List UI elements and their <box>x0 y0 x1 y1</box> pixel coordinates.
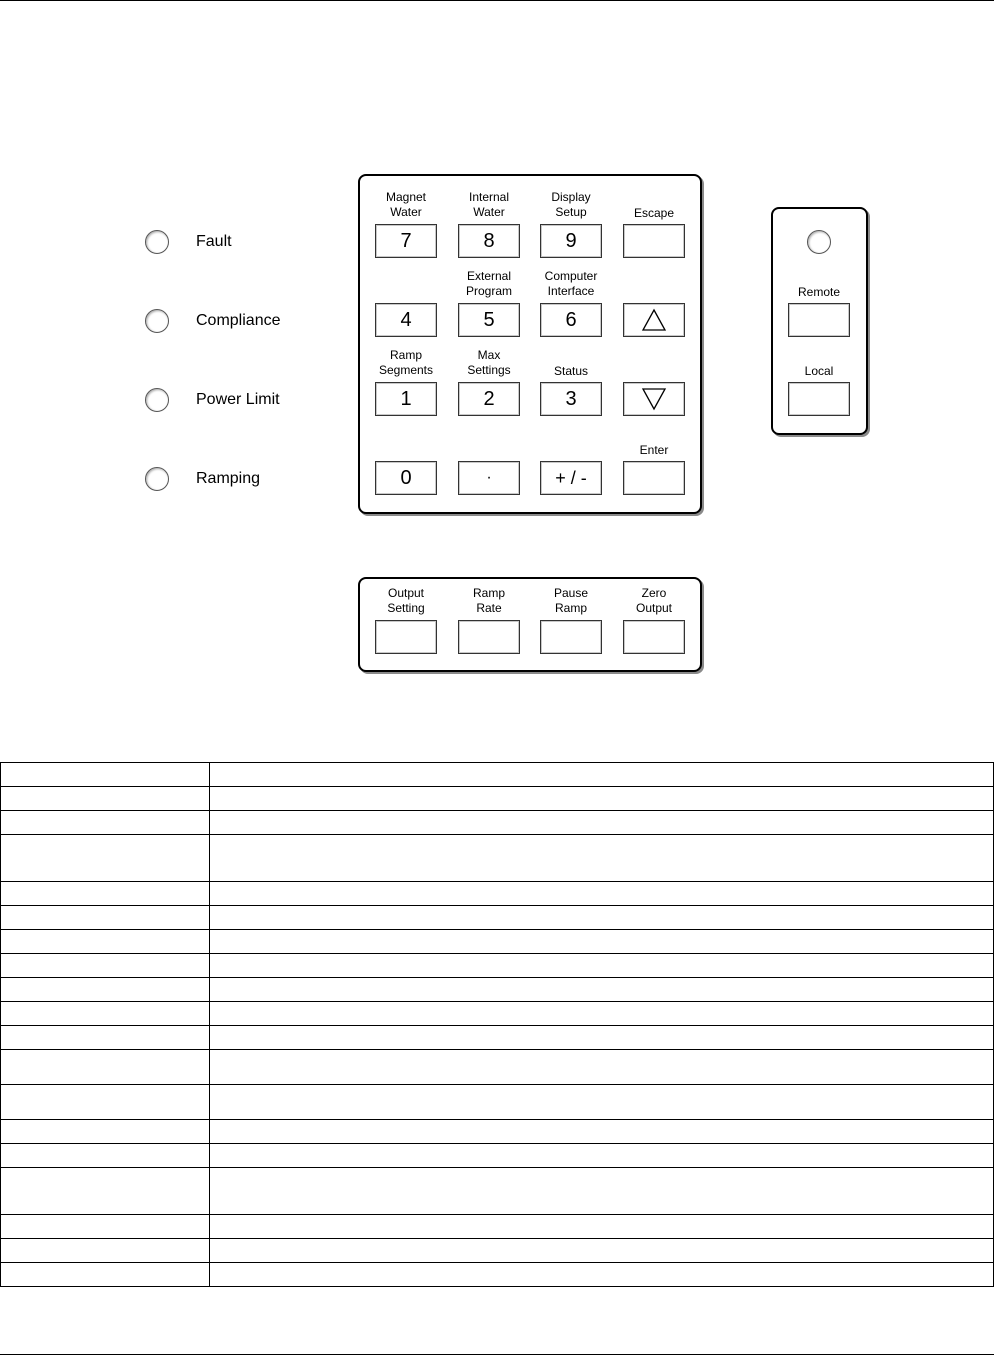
table-row <box>1 1144 994 1168</box>
table-row <box>1 930 994 954</box>
remote-led <box>807 230 831 254</box>
escape-label: Escape <box>633 206 675 220</box>
table-row <box>1 954 994 978</box>
key-7[interactable]: 7 <box>375 224 437 258</box>
decimal-point-key[interactable]: · <box>458 461 520 495</box>
key-1[interactable]: 1 <box>375 382 437 416</box>
output-setting-button[interactable] <box>375 620 437 654</box>
key-9[interactable]: 9 <box>540 224 602 258</box>
plus-minus-key[interactable]: + / - <box>540 461 602 495</box>
key-2[interactable]: 2 <box>458 382 520 416</box>
table-row <box>1 1085 994 1120</box>
triangle-up-icon <box>641 308 667 332</box>
table-row <box>1 835 994 882</box>
triangle-down-icon <box>641 387 667 411</box>
down-arrow-button[interactable] <box>623 382 685 416</box>
ramp-rate-button[interactable] <box>458 620 520 654</box>
table-row <box>1 1239 994 1263</box>
ramp-segments-label: Ramp Segments <box>378 348 434 377</box>
local-button[interactable] <box>788 382 850 416</box>
table-row <box>1 787 994 811</box>
computer-interface-label: Computer Interface <box>544 269 598 298</box>
display-setup-label: Display Setup <box>551 190 591 219</box>
table-row <box>1 811 994 835</box>
key-5[interactable]: 5 <box>458 303 520 337</box>
key-8[interactable]: 8 <box>458 224 520 258</box>
ramp-rate-label: Ramp Rate <box>472 586 505 615</box>
enter-label: Enter <box>639 443 669 457</box>
max-settings-label: Max Settings <box>467 348 511 377</box>
compliance-led <box>145 309 169 333</box>
key-0[interactable]: 0 <box>375 461 437 495</box>
table-row <box>1 882 994 906</box>
magnet-water-label: Magnet Water <box>385 190 427 219</box>
internal-water-label: Internal Water <box>468 190 510 219</box>
power-limit-led <box>145 388 169 412</box>
up-arrow-button[interactable] <box>623 303 685 337</box>
table-row <box>1 978 994 1002</box>
fault-label: Fault <box>196 233 232 250</box>
pause-ramp-button[interactable] <box>540 620 602 654</box>
table-row <box>1 1168 994 1215</box>
key-description-table <box>0 762 994 1287</box>
table-row <box>1 1263 994 1287</box>
table-row <box>1 763 994 787</box>
zero-output-label: Zero Output <box>635 586 673 615</box>
local-label: Local <box>804 364 834 378</box>
key-4[interactable]: 4 <box>375 303 437 337</box>
escape-button[interactable] <box>623 224 685 258</box>
key-3[interactable]: 3 <box>540 382 602 416</box>
external-program-label: External Program <box>465 269 512 298</box>
table-row <box>1 1002 994 1026</box>
key-6[interactable]: 6 <box>540 303 602 337</box>
fault-led <box>145 230 169 254</box>
status-label: Status <box>553 364 589 378</box>
enter-button[interactable] <box>623 461 685 495</box>
top-rule <box>0 0 994 1</box>
table-row <box>1 1120 994 1144</box>
table-row <box>1 1050 994 1085</box>
power-limit-label: Power Limit <box>196 391 280 408</box>
table-row <box>1 906 994 930</box>
table-row <box>1 1026 994 1050</box>
output-setting-label: Output Setting <box>387 586 425 615</box>
remote-button[interactable] <box>788 303 850 337</box>
ramping-label: Ramping <box>196 470 261 487</box>
compliance-label: Compliance <box>196 312 281 329</box>
zero-output-button[interactable] <box>623 620 685 654</box>
remote-label: Remote <box>797 285 841 299</box>
pause-ramp-label: Pause Ramp <box>553 586 589 615</box>
table-row <box>1 1215 994 1239</box>
ramping-led <box>145 467 169 491</box>
